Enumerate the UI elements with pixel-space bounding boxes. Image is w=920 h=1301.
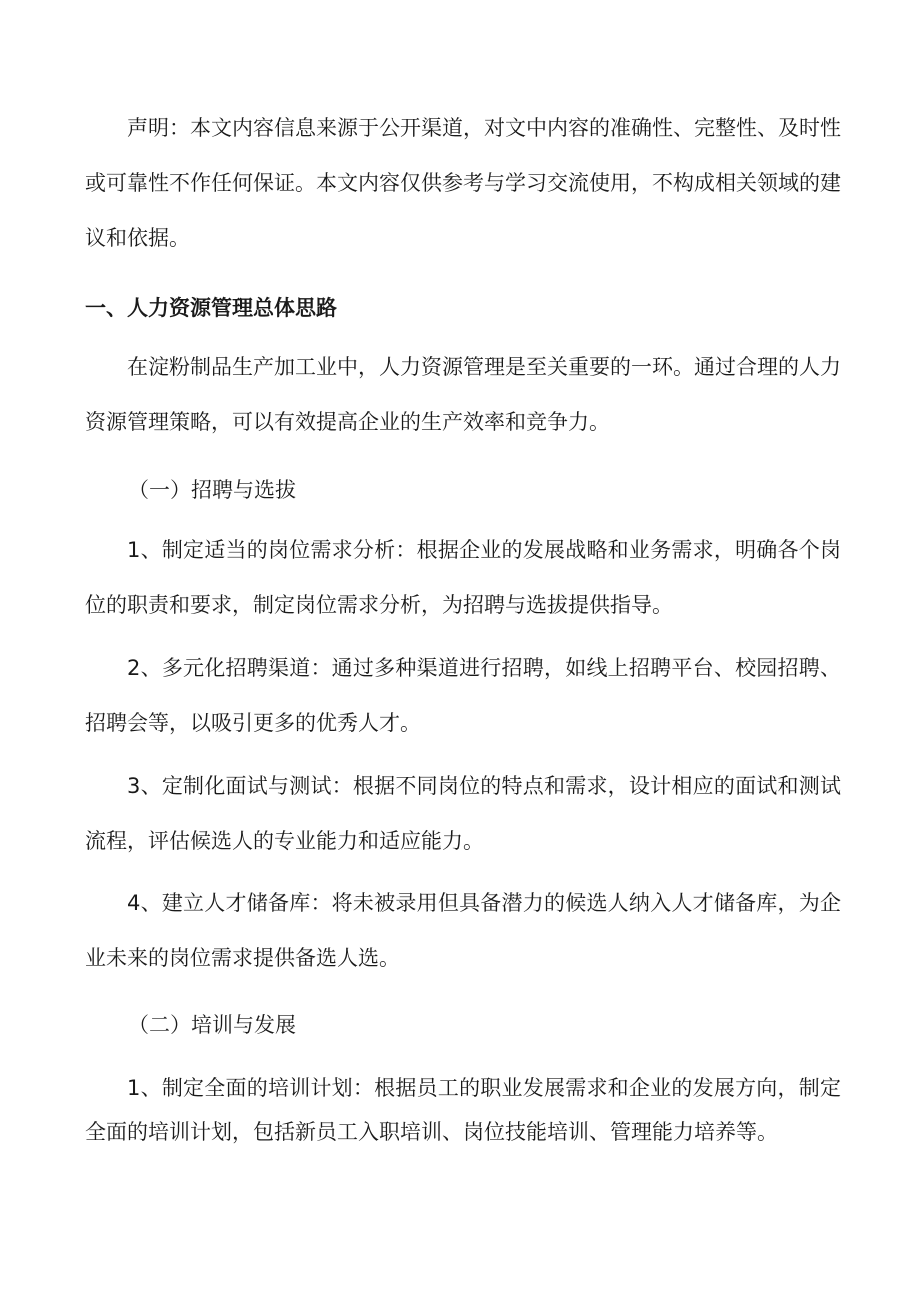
disclaimer-paragraph: 声明：本文内容信息来源于公开渠道，对文中内容的准确性、完整性、及时性或可靠性不作任何保证。本文内容仅供参考与学习交流使用，不构成相关领域的建议和依据。: [85, 116, 841, 250]
intro-paragraph: 在淀粉制品生产加工业中，人力资源管理是至关重要的一环。通过合理的人力资源管理策略，可以有效提高企业的生产效率和竞争力。: [85, 355, 841, 434]
subsection-heading-training: （二）培训与发展: [128, 1013, 296, 1037]
list-item: 4、建立人才储备库：将未被录用但具备潜力的候选人纳入人才储备库，为企业未来的岗位需求提供备选人选。: [85, 891, 841, 970]
section-heading: 一、人力资源管理总体思路: [85, 296, 337, 320]
list-item: 3、定制化面试与测试：根据不同岗位的特点和需求，设计相应的面试和测试流程，评估候选人的专业能力和适应能力。: [85, 774, 841, 853]
subsection-heading-recruitment: （一）招聘与选拔: [128, 478, 296, 502]
list-item: 1、制定适当的岗位需求分析：根据企业的发展战略和业务需求，明确各个岗位的职责和要求，制定岗位需求分析，为招聘与选拔提供指导。: [85, 538, 841, 617]
list-item: 2、多元化招聘渠道：通过多种渠道进行招聘，如线上招聘平台、校园招聘、招聘会等，以吸引更多的优秀人才。: [85, 656, 841, 735]
list-item: 1、制定全面的培训计划：根据员工的职业发展需求和企业的发展方向，制定全面的培训计划，包括新员工入职培训、岗位技能培训、管理能力培养等。: [85, 1076, 841, 1144]
